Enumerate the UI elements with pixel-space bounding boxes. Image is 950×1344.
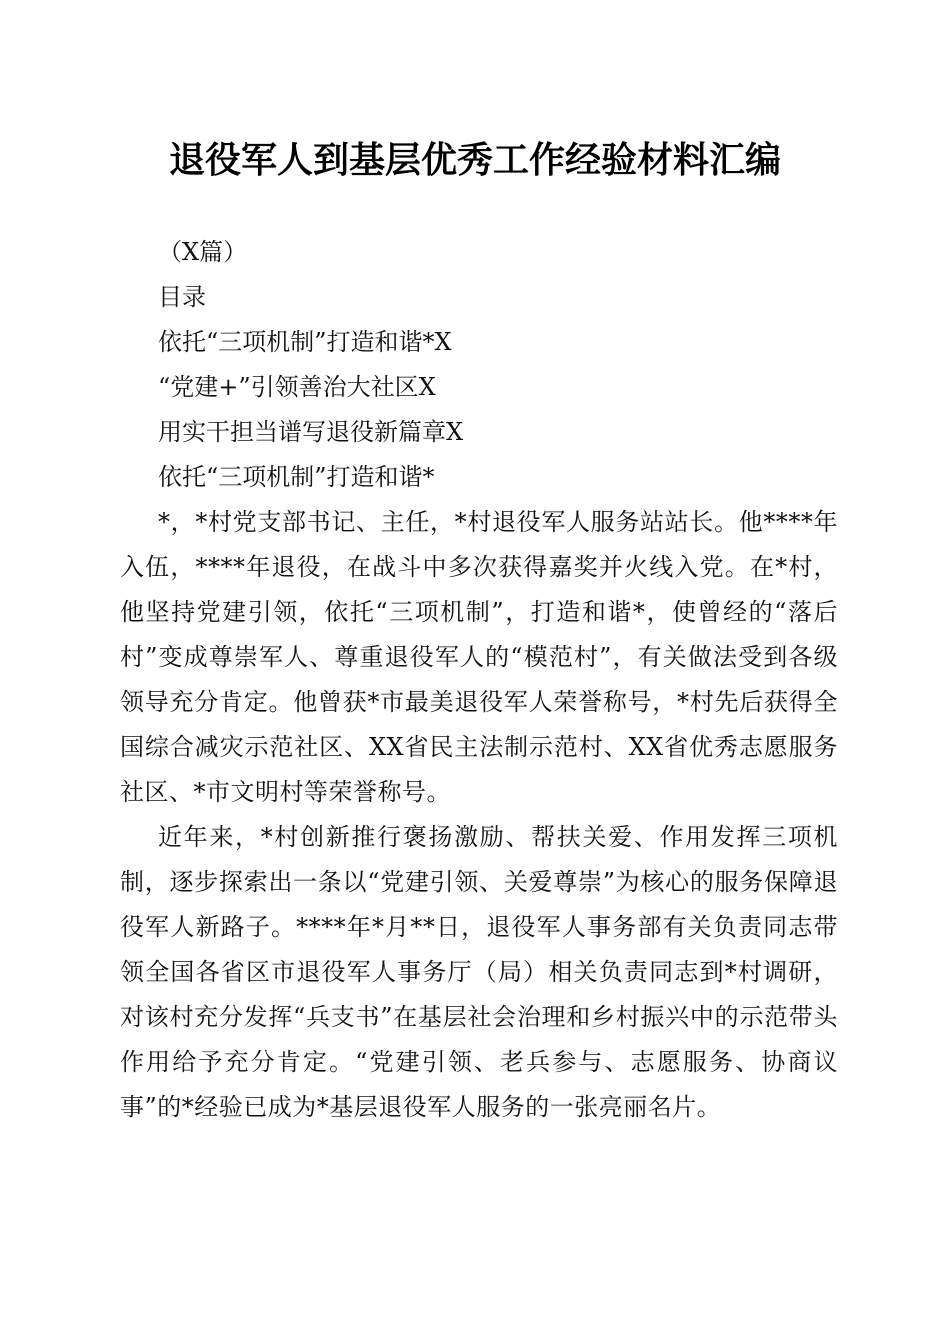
toc-item-3[interactable]: 用实干担当谱写退役新篇章X: [158, 418, 464, 446]
document-title: 退役军人到基层优秀工作经验材料汇编: [168, 139, 781, 181]
table-of-contents: [158, 230, 858, 500]
toc-item-1[interactable]: 依托“三项机制”打造和谐*X: [158, 328, 452, 356]
section-heading: 依托“三项机制”打造和谐*: [158, 463, 435, 491]
toc-heading: 目录: [158, 283, 206, 311]
toc-item-2[interactable]: “党建+”引领善治大社区X: [158, 373, 436, 401]
toc-line-count: （X篇）: [158, 238, 248, 266]
paragraph-2: 近年来，*村创新推行褒扬激励、帮扶关爱、作用发挥三项机制，逐步探索出一条以“党建引领、关爱尊崇”为核心的服务保障退役军人新路子。****年*月**日，退役军人事务部有关负责同志带领全国各省区市退役军人事务厅（局）相关负责同志到*村调研，对该村充分发挥“兵支书”在基层社会治理和乡村振兴中的示范带头作用给予充分肯定。“党建引领、老兵参与、志愿服务、协商议事”的*经验已成为*基层退役军人服务的一张亮丽名片。: [120, 823, 838, 1121]
body-text: [120, 500, 838, 1130]
paragraph-1: *，*村党支部书记、主任，*村退役军人服务站站长。他****年入伍，****年退役，在战斗中多次获得嘉奖并火线入党。在*村，他坚持党建引领，依托“三项机制”，打造和谐*，使曾经的“落后村”变成尊崇军人、尊重退役军人的“模范村”，有关做法受到各级领导充分肯定。他曾获*市最美退役军人荣誉称号，*村先后获得全国综合减灾示范社区、XX省民主法制示范村、XX省优秀志愿服务社区、*市文明村等荣誉称号。: [120, 508, 838, 806]
